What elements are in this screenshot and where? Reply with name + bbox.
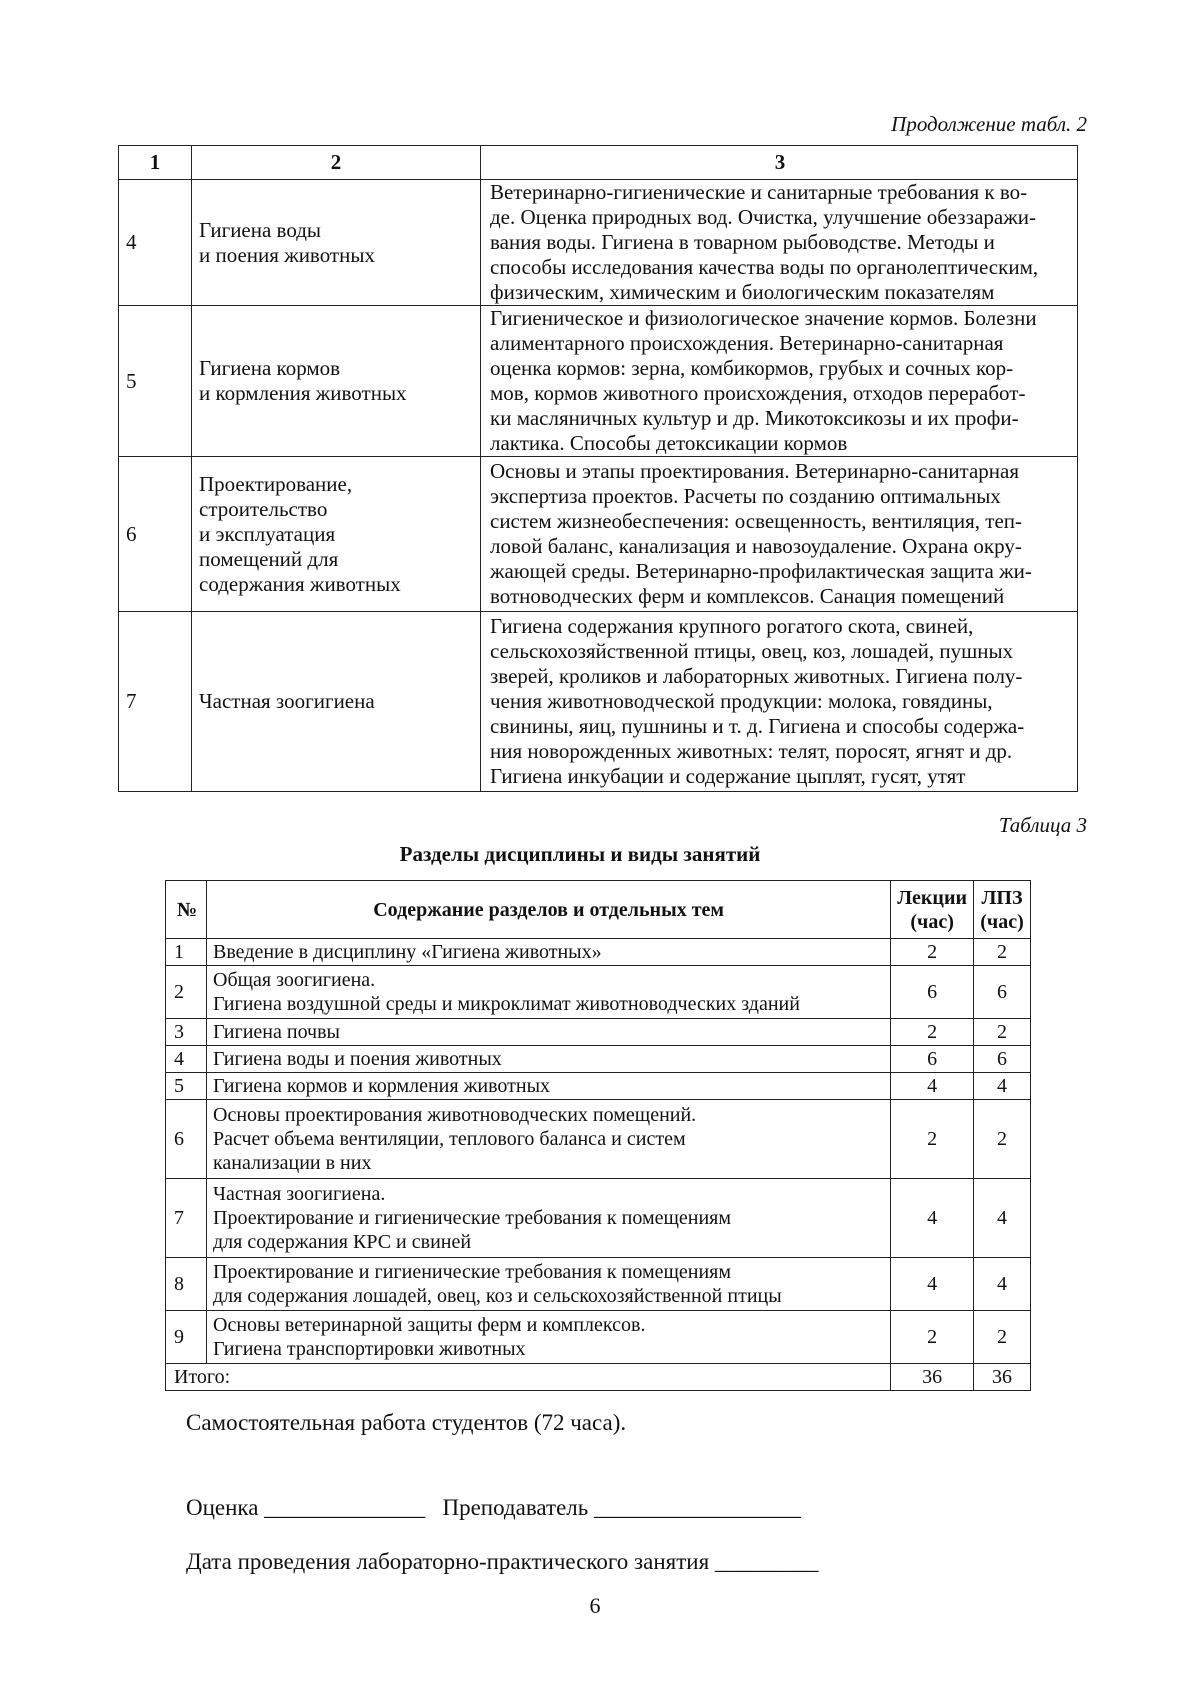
row-topic: Основы ветеринарной защиты ферм и комплексов. Гигиена транспортировки животных <box>207 1311 891 1364</box>
row-content <box>481 180 1078 306</box>
row-lectures: 2 <box>891 1019 974 1046</box>
row-lpz: 4 <box>974 1073 1031 1100</box>
row-lectures: 6 <box>891 1046 974 1073</box>
row-content-text: Гигиеническое и физиологическое значение кормов. Болезни алиментарного происхождения. Ветеринарно-санитарная оценка кормов: зерна, комбикормов, грубых и сочных кор- мов, кормов животного происхождения, отходов переработ- ки масляничных культур и др. Микотоксикозы и их профи- лактика. Способы детоксикации кормов <box>490 306 1037 455</box>
header-lectures: Лекции (час) <box>891 881 974 939</box>
table-row <box>166 1311 1031 1364</box>
row-content-text: Основы и этапы проектирования. Ветеринарно-санитарная экспертиза проектов. Расчеты по созданию оптимальных систем жизнеобеспечения: освещенность, вентиляция, теп- ловой баланс, канализация и навозоудаление. Охрана окру- жающей среды. Ветеринарно-профилактическая защита жи- вотноводческих ферм и комплексов. Санация помещений <box>490 459 1032 608</box>
table-3 <box>165 880 1031 1391</box>
row-content <box>481 306 1078 457</box>
row-theme: Гигиена кормов и кормления животных <box>192 306 481 457</box>
row-number: 9 <box>166 1311 207 1364</box>
row-lectures: 2 <box>891 939 974 966</box>
row-theme: Гигиена воды и поения животных <box>192 180 481 306</box>
row-content-text: Гигиена содержания крупного рогатого скота, свиней, сельскохозяйственной птицы, овец, коз, лошадей, пушных зверей, кроликов и лабораторных животных. Гигиена полу- чения животноводческой продукции: молока, говядины, свинины, яиц, пушнины и т. д. Гигиена и способы содержа- ния новорожденных животных: телят, поросят, ягнят и др. Гигиена инкубации и содержание цыплят, гусят, утят <box>490 614 1025 788</box>
row-topic: Частная зоогигиена. Проектирование и гигиенические требования к помещениям для содержания КРС и свиней <box>207 1179 891 1258</box>
total-lpz: 36 <box>974 1364 1031 1391</box>
row-topic: Гигиена почвы <box>207 1019 891 1046</box>
table-row <box>166 1019 1031 1046</box>
row-content <box>481 612 1078 792</box>
row-lpz: 2 <box>974 1100 1031 1179</box>
row-lpz: 6 <box>974 1046 1031 1073</box>
row-topic: Проектирование и гигиенические требования к помещениям для содержания лошадей, овец, коз и сельскохозяйственной птицы <box>207 1258 891 1311</box>
grade-teacher-line: Оценка ______________ Преподаватель __________________ <box>186 1495 801 1520</box>
row-lpz: 2 <box>974 1311 1031 1364</box>
row-number: 1 <box>166 939 207 966</box>
row-topic: Гигиена кормов и кормления животных <box>207 1073 891 1100</box>
row-lpz: 6 <box>974 966 1031 1019</box>
header-num: № <box>166 881 207 939</box>
row-number: 6 <box>166 1100 207 1179</box>
table-3-caption: Таблица 3 <box>998 813 1087 837</box>
table-row <box>119 306 1078 457</box>
row-content-text: Ветеринарно-гигиенические и санитарные требования к во- де. Оценка природных вод. Очистка, улучшение обеззаражи- вания воды. Гигиена в товарном рыбоводстве. Методы и способы исследования качества воды по органолептическим, физическим, химическим и биологическим показателям <box>490 180 1039 304</box>
row-theme: Проектирование, строительство и эксплуатация помещений для содержания животных <box>192 457 481 612</box>
table-row <box>166 1073 1031 1100</box>
total-lectures: 36 <box>891 1364 974 1391</box>
row-number: 4 <box>166 1046 207 1073</box>
row-topic: Общая зоогигиена. Гигиена воздушной среды и микроклимат животноводческих зданий <box>207 966 891 1019</box>
row-lectures: 4 <box>891 1073 974 1100</box>
row-topic: Основы проектирования животноводческих помещений. Расчет объема вентиляции, теплового баланса и систем канализации в них <box>207 1100 891 1179</box>
total-label: Итого: <box>166 1364 891 1391</box>
header-col-1: 1 <box>119 146 192 180</box>
table-header-row <box>119 146 1078 180</box>
header-col-3: 3 <box>481 146 1078 180</box>
total-row <box>166 1364 1031 1391</box>
row-theme: Частная зоогигиена <box>192 612 481 792</box>
table-row <box>166 1100 1031 1179</box>
header-lpz: ЛПЗ (час) <box>974 881 1031 939</box>
row-lpz: 2 <box>974 939 1031 966</box>
row-content <box>481 457 1078 612</box>
table-row <box>119 612 1078 792</box>
row-number: 3 <box>166 1019 207 1046</box>
table-row <box>166 1046 1031 1073</box>
header-col-2: 2 <box>192 146 481 180</box>
row-lpz: 4 <box>974 1258 1031 1311</box>
row-number: 4 <box>119 180 192 306</box>
row-lpz: 2 <box>974 1019 1031 1046</box>
table-row <box>166 939 1031 966</box>
table-row <box>119 457 1078 612</box>
row-number: 7 <box>166 1179 207 1258</box>
row-topic: Введение в дисциплину «Гигиена животных» <box>207 939 891 966</box>
row-lectures: 4 <box>891 1179 974 1258</box>
self-work-note: Самостоятельная работа студентов (72 часа). <box>186 1410 627 1435</box>
table-3-title: Разделы дисциплины и виды занятий <box>399 842 761 866</box>
row-lectures: 2 <box>891 1100 974 1179</box>
table-row <box>119 180 1078 306</box>
session-date-line: Дата проведения лабораторно-практического занятия _________ <box>186 1549 819 1574</box>
page-number: 6 <box>589 1593 601 1618</box>
row-number: 7 <box>119 612 192 792</box>
table-2 <box>118 145 1078 792</box>
table-header-row <box>166 881 1031 939</box>
row-number: 8 <box>166 1258 207 1311</box>
row-lectures: 4 <box>891 1258 974 1311</box>
row-lectures: 2 <box>891 1311 974 1364</box>
row-lpz: 4 <box>974 1179 1031 1258</box>
continuation-caption: Продолжение табл. 2 <box>891 112 1087 136</box>
table-row <box>166 1179 1031 1258</box>
row-number: 6 <box>119 457 192 612</box>
row-number: 5 <box>166 1073 207 1100</box>
table-row <box>166 1258 1031 1311</box>
row-number: 2 <box>166 966 207 1019</box>
row-topic: Гигиена воды и поения животных <box>207 1046 891 1073</box>
row-number: 5 <box>119 306 192 457</box>
table-row <box>166 966 1031 1019</box>
header-topic: Содержание разделов и отдельных тем <box>207 881 891 939</box>
row-lectures: 6 <box>891 966 974 1019</box>
